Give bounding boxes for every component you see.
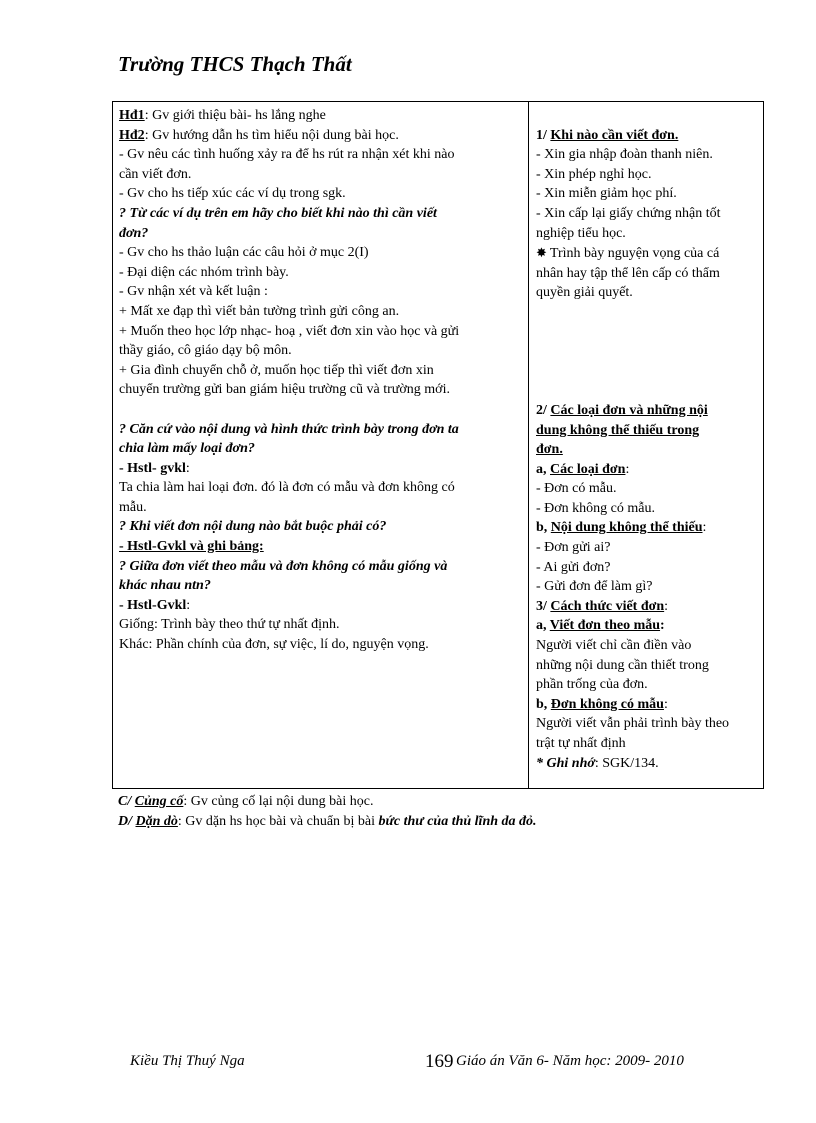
- section-heading: dung không thể thiếu trong: [536, 422, 700, 438]
- content-line: nghiệp tiểu học.: [536, 225, 626, 241]
- spacer: [536, 323, 762, 343]
- question-line: khác nhau ntn?: [119, 578, 211, 594]
- question-line: chia làm mấy loại đơn?: [119, 441, 255, 457]
- activity-line: - Gv nhận xét và kết luận :: [119, 284, 268, 300]
- page-number: 169: [425, 1051, 454, 1072]
- activity-line: thầy giáo, cô giáo dạy bộ môn.: [119, 343, 292, 359]
- memo-line: * Ghi nhớ: SGK/134.: [536, 755, 659, 771]
- consolidation-line: C/ Củng cố: Gv củng cố lại nội dung bài học.: [118, 794, 374, 809]
- content-line: - Xin cấp lại giấy chứng nhận tốt: [536, 205, 721, 221]
- activities-column: [119, 106, 519, 655]
- activity-line: chuyển trường gửi ban giám hiệu trường cũ và trường mới.: [119, 382, 450, 398]
- footer-author: Kiều Thị Thuý Nga: [130, 1053, 245, 1069]
- activity-line: + Muốn theo học lớp nhạc- hoạ , viết đơn xin vào học và gửi: [119, 323, 460, 339]
- question-line: ? Khi viết đơn nội dung nào bắt buộc phải có?: [119, 519, 387, 535]
- activity-line: Hđ2: Gv hướng dẫn hs tìm hiểu nội dung bài học.: [119, 127, 399, 143]
- content-line: - Đơn có mẫu.: [536, 481, 617, 497]
- question-line: ? Căn cứ vào nội dung và hình thức trình bày trong đơn ta: [119, 421, 459, 437]
- activity-line: mẫu.: [119, 499, 147, 515]
- activity-line: + Mất xe đạp thì viết bản tường trình gửi công an.: [119, 303, 400, 319]
- content-line: những nội dung cần thiết trong: [536, 657, 709, 673]
- content-line: Người viết chỉ cần điền vào: [536, 638, 692, 654]
- content-line: Người viết vẫn phải trình bày theo: [536, 716, 730, 732]
- content-line: - Ai gửi đơn?: [536, 559, 611, 575]
- lesson-table: [112, 101, 764, 789]
- content-line: nhân hay tập thể lên cấp có thẩm: [536, 265, 720, 281]
- content-line: - Đơn không có mẫu.: [536, 500, 655, 516]
- content-line: - Xin gia nhập đoàn thanh niên.: [536, 147, 713, 163]
- flower-bullet-icon: ✸: [536, 245, 547, 261]
- spacer: [536, 381, 762, 401]
- activity-line: Khác: Phần chính của đơn, sự việc, lí do, nguyện vọng.: [119, 637, 429, 653]
- section-heading: 3/ Cách thức viết đơn:: [536, 598, 669, 614]
- column-divider: [528, 102, 529, 788]
- content-line: trật tự nhất định: [536, 736, 626, 751]
- question-line: đơn?: [119, 225, 149, 241]
- content-line: phần trống của đơn.: [536, 677, 648, 693]
- activity-line: - Gv nêu các tình huống xảy ra để hs rút ra nhận xét khi nào: [119, 147, 455, 163]
- footer-info: Giáo án Văn 6- Năm học: 2009- 2010: [456, 1053, 684, 1069]
- activity-line: - Hstl-Gvkl và ghi bảng:: [119, 539, 264, 555]
- activity-line: - Đại diện các nhóm trình bày.: [119, 264, 289, 280]
- section-heading: 1/ Khi nào cần viết đơn.: [536, 127, 679, 143]
- subsection-heading: b, Nội dung không thể thiếu:: [536, 520, 707, 536]
- section-heading: 2/ Các loại đơn và những nội: [536, 402, 708, 418]
- activity-line: + Gia đình chuyển chỗ ở, muốn học tiếp thì viết đơn xin: [119, 362, 434, 378]
- activity-line: cần viết đơn.: [119, 166, 192, 182]
- question-line: ? Giữa đơn viết theo mẫu và đơn không có mẫu giống và: [119, 558, 448, 574]
- spacer: [536, 106, 762, 126]
- subsection-heading: a, Viết đơn theo mẫu:: [536, 618, 665, 634]
- subsection-heading: a, Các loại đơn:: [536, 461, 630, 477]
- school-name: Trường THCS Thạch Thất: [118, 52, 352, 76]
- subsection-heading: b, Đơn không có mẫu:: [536, 696, 668, 712]
- activity-line: - Gv cho hs thảo luận các câu hỏi ở mục 2(I): [119, 245, 369, 261]
- content-column: [536, 106, 762, 773]
- activity-line: Hđ1: Gv giới thiệu bài- hs lắng nghe: [119, 108, 326, 123]
- spacer: [536, 342, 762, 362]
- activity-line: Giống: Trình bày theo thứ tự nhất định.: [119, 617, 340, 633]
- activity-line: - Hstl-Gvkl:: [119, 597, 191, 613]
- content-line: - Gửi đơn để làm gì?: [536, 579, 653, 595]
- activity-line: - Hstl- gvkl:: [119, 460, 190, 476]
- content-line: - Xin phép nghỉ học.: [536, 166, 652, 182]
- question-line: ? Từ các ví dụ trên em hãy cho biết khi nào thì cần viết: [119, 205, 437, 221]
- content-line: quyền giải quyết.: [536, 285, 633, 301]
- spacer: [119, 400, 519, 420]
- content-line: - Xin miễn giảm học phí.: [536, 186, 677, 202]
- lesson-closing: [118, 792, 537, 832]
- homework-line: D/ Dặn dò: Gv dặn hs học bài và chuẩn bị bài bức thư của thủ lĩnh da đỏ.: [118, 814, 537, 829]
- activity-line: Ta chia làm hai loại đơn. đó là đơn có mẫu và đơn không có: [119, 480, 455, 496]
- section-heading: đơn.: [536, 442, 563, 458]
- activity-line: - Gv cho hs tiếp xúc các ví dụ trong sgk.: [119, 186, 346, 202]
- spacer: [536, 303, 762, 323]
- spacer: [536, 362, 762, 382]
- content-line: - Đơn gửi ai?: [536, 540, 611, 556]
- content-line: ✸ Trình bày nguyện vọng của cá: [536, 245, 720, 262]
